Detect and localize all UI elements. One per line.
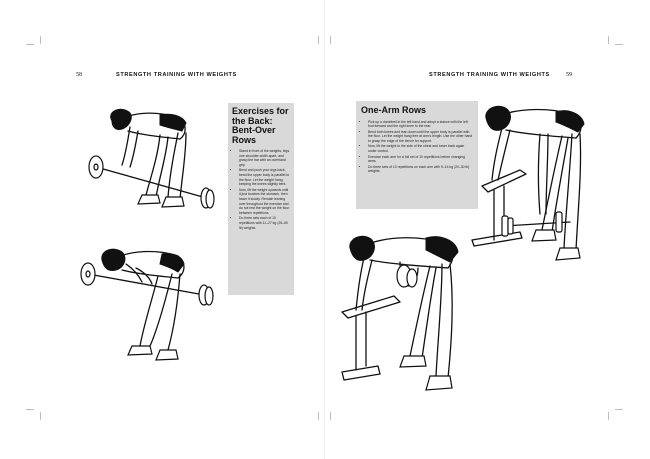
one-arm-row-high-illustration — [338, 228, 488, 398]
crop-mark — [318, 36, 319, 44]
crop-mark — [615, 409, 623, 410]
step-item: • Now, lift the weight upwards until it just touches the stomach, then lower it slowly. Remain leaning over throughout the exercise and do not rest the weight on the floor between repetitions. — [239, 188, 290, 216]
crop-mark — [608, 412, 609, 420]
left-running-head: STRENGTH TRAINING WITH WEIGHTS — [116, 72, 237, 78]
step-item: • Stand in front of the weights, legs one shoulder-width apart, and grasp the bar with an overhand grip. — [239, 149, 290, 167]
crop-mark — [330, 412, 331, 420]
crop-mark — [40, 412, 41, 420]
bent-over-row-start-illustration — [82, 103, 222, 218]
bent-over-rows-sidebar — [228, 103, 294, 295]
step-item: • Bend and push your legs back, bend the upper body is parallel to the floor. Let the weight hang, keeping the knees slightly bent. — [239, 168, 290, 186]
crop-mark — [615, 44, 623, 45]
step-item: • Now, lift the weight to the side of the chest and lower back again under control. — [368, 144, 473, 153]
gutter — [324, 0, 325, 459]
step-item: • Bend both knees and lean down until the upper body is parallel with the floor. Let the weight hang free at arm's length. Use the other hand to grasp the edge of the bench for support. — [368, 130, 473, 144]
step-item: • Exercise each arm for a full set of 10 repetitions before changing arms. — [368, 155, 473, 164]
crop-mark — [608, 36, 609, 44]
step-item: • Do three sets of 10 repetitions on each arm with 9–14 kg (20–30 lb) weights. — [368, 165, 473, 174]
one-arm-rows-steps — [361, 120, 473, 175]
crop-mark — [40, 36, 41, 44]
bent-over-row-lift-illustration — [78, 238, 218, 368]
one-arm-rows-box — [356, 101, 478, 209]
crop-mark — [330, 36, 331, 44]
one-arm-row-low-illustration — [480, 100, 615, 270]
left-page-number: 58 — [76, 72, 82, 78]
crop-mark — [26, 409, 34, 410]
bent-over-rows-title: Exercises for the Back: Bent-Over Rows — [232, 106, 289, 145]
step-item: • Do three sets each of 10 repetitions with 11–27 kg (25–60 lb) weights. — [239, 216, 290, 230]
one-arm-rows-title: One-Arm Rows — [361, 105, 427, 115]
step-item: • Pick up a dumbbell in the left hand and adopt a stance with the left foot forward and the right knee to the rear. — [368, 120, 473, 129]
right-page-number: 59 — [566, 72, 572, 78]
right-running-head: STRENGTH TRAINING WITH WEIGHTS — [429, 72, 550, 78]
crop-mark — [318, 412, 319, 420]
crop-mark — [26, 44, 34, 45]
bent-over-rows-steps — [232, 149, 290, 230]
